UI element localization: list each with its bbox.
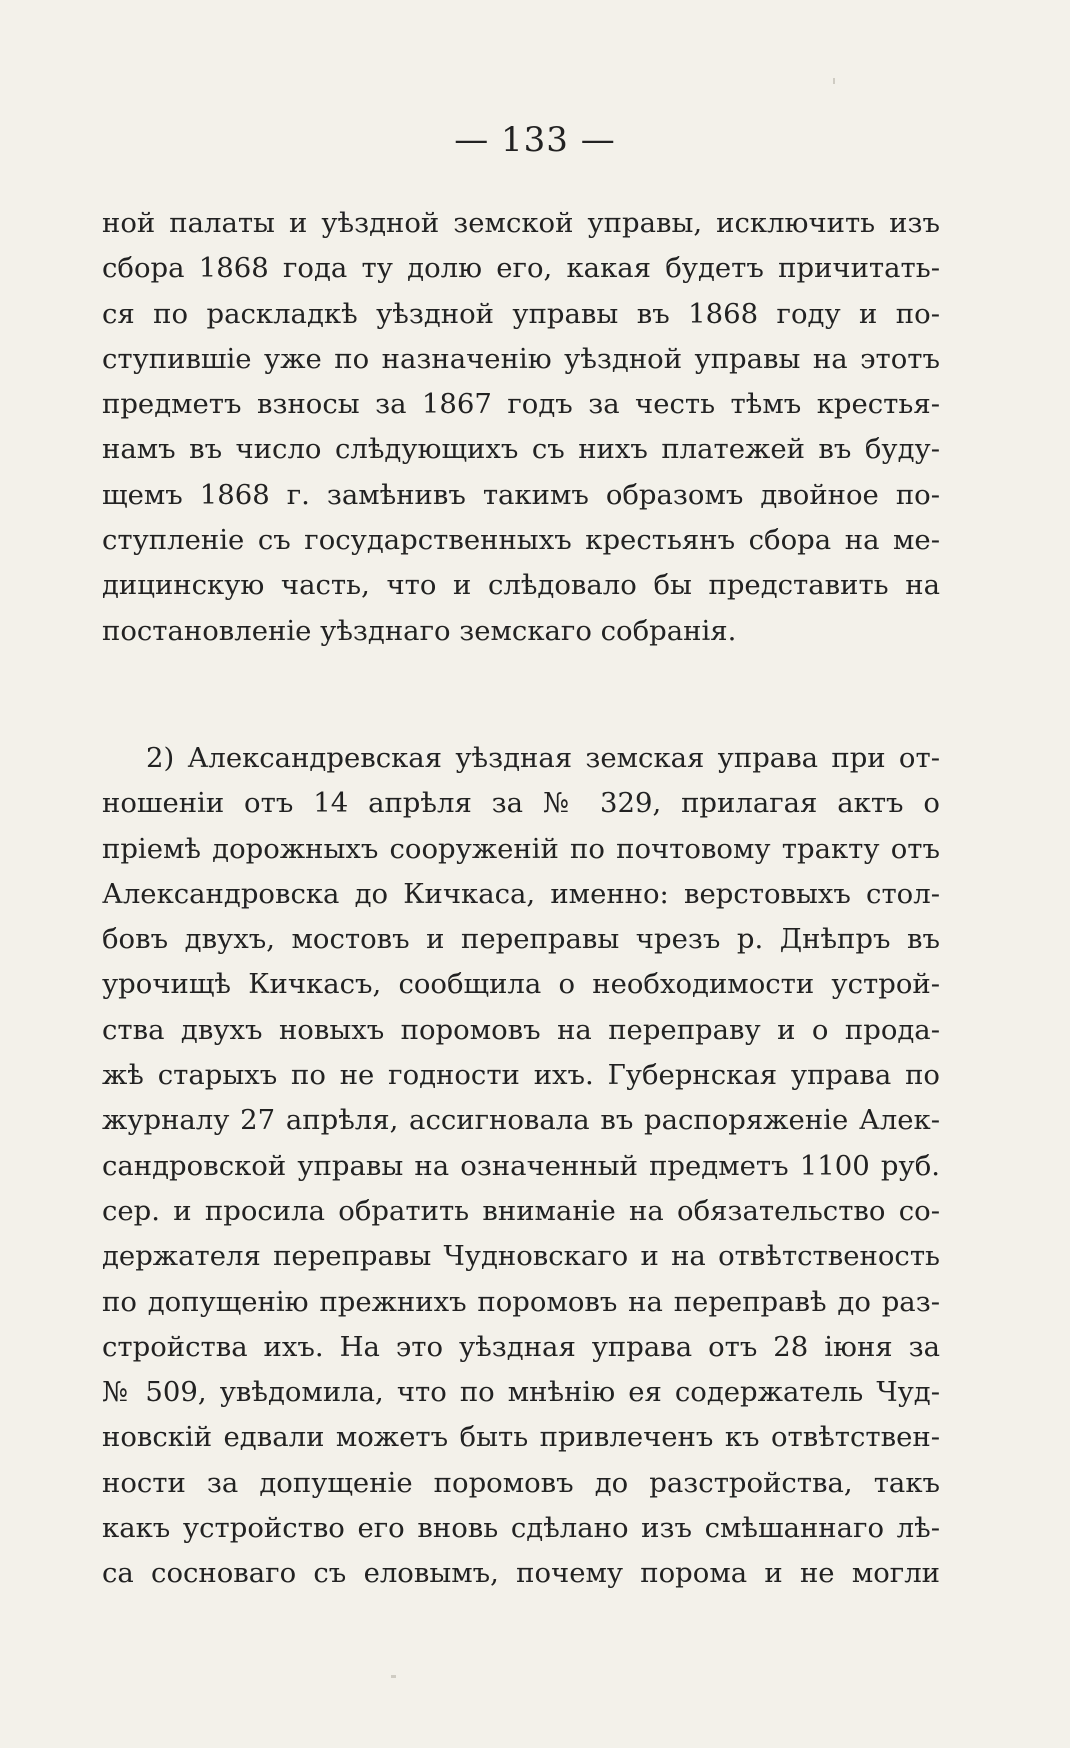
text-line: по допущенію прежнихъ поромовъ на переправѣ до раз-	[102, 1285, 940, 1318]
text-line: урочищѣ Кичкасъ, сообщила о необходимости устрой-	[102, 968, 940, 1001]
text-line: предметъ взносы за 1867 годъ за честь тѣмъ крестья-	[102, 388, 940, 421]
text-line: жѣ старыхъ по не годности ихъ. Губернская управа по	[102, 1059, 940, 1092]
paragraph-2	[102, 736, 940, 1597]
text-line: ся по раскладкѣ уѣздной управы въ 1868 году и по-	[102, 297, 940, 330]
text-line: сандровской управы на означенный предметъ 1100 руб.	[102, 1149, 940, 1182]
text-line: какъ устройство его вновь сдѣлано изъ смѣшаннаго лѣ-	[102, 1512, 940, 1545]
text-line: са сосноваго съ еловымъ, почему порома и не могли	[102, 1557, 940, 1590]
text-line: дицинскую часть, что и слѣдовало бы представить на	[102, 569, 940, 602]
text-line: постановленіе уѣзднаго земскаго собранія.	[102, 614, 737, 647]
text-line: сер. и просила обратить вниманіе на обязательство со-	[102, 1194, 940, 1227]
text-line: стройства ихъ. На это уѣздная управа отъ 28 іюня за	[102, 1330, 940, 1363]
text-line: № 509, увѣдомила, что по мнѣнію ея содержатель Чуд-	[102, 1376, 940, 1409]
text-line: ступившіе уже по назначенію уѣздной управы на этотъ	[102, 342, 940, 375]
text-line: Александровска до Кичкаса, именно: верстовыхъ стол-	[102, 877, 940, 910]
text-line: журналу 27 апрѣля, ассигновала въ распоряженіе Алек-	[102, 1104, 940, 1137]
scan-speck	[391, 1675, 396, 1678]
text-line: намъ въ число слѣдующихъ съ нихъ платежей въ буду-	[102, 433, 940, 466]
text-line: пріемѣ дорожныхъ сооруженій по почтовому тракту отъ	[102, 832, 940, 865]
text-line: ступленіе съ государственныхъ крестьянъ сбора на ме-	[102, 524, 940, 557]
text-line: 2) Александревская уѣздная земская управа при от-	[146, 742, 940, 774]
paragraph-1	[102, 201, 940, 654]
page-number: — 133 —	[454, 120, 616, 160]
text-line: ношеніи отъ 14 апрѣля за № 329, прилагая актъ о	[102, 787, 940, 820]
text-line: щемъ 1868 г. замѣнивъ такимъ образомъ двойное по-	[102, 478, 940, 511]
text-line: сбора 1868 года ту долю его, какая будетъ причитать-	[102, 252, 940, 285]
text-line: ности за допущеніе поромовъ до разстройства, такъ	[102, 1466, 940, 1499]
text-line: держателя переправы Чудновскаго и на отвѣтственость	[102, 1240, 940, 1273]
text-line: бовъ двухъ, мостовъ и переправы чрезъ р. Днѣпръ въ	[102, 923, 940, 956]
text-line: ной палаты и уѣздной земской управы, исключить изъ	[102, 207, 940, 239]
text-line: ства двухъ новыхъ поромовъ на переправу и о прода-	[102, 1013, 940, 1046]
scan-speck	[833, 78, 835, 84]
text-line: новскій едвали можетъ быть привлеченъ къ отвѣтствен-	[102, 1421, 940, 1454]
